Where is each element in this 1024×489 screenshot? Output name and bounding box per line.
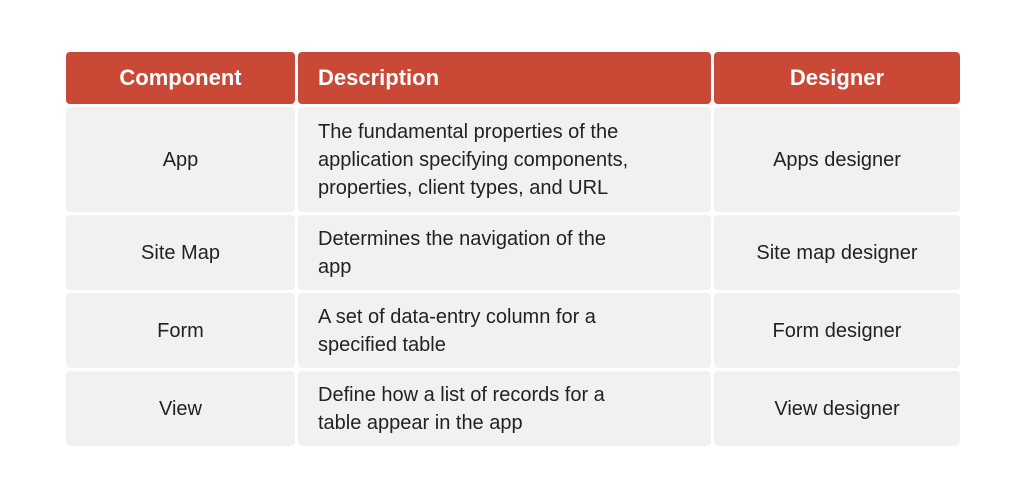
- row-form-designer: Form designer: [714, 293, 960, 368]
- row-app-designer: Apps designer: [714, 107, 960, 212]
- row-form-description: [298, 293, 711, 368]
- components-table: [66, 52, 960, 446]
- row-sitemap-component: Site Map: [66, 215, 295, 290]
- row-view-description: [298, 371, 711, 446]
- row-sitemap-description-text: Determines the navigation of the app: [318, 227, 606, 278]
- row-view-designer: View designer: [714, 371, 960, 446]
- row-sitemap-designer: Site map designer: [714, 215, 960, 290]
- header-component: Component: [66, 52, 295, 104]
- header-designer: Designer: [714, 52, 960, 104]
- row-form-description-text: A set of data-entry column for a specified table: [318, 305, 596, 356]
- row-view-description-text: Define how a list of records for a table appear in the app: [318, 383, 605, 434]
- row-app-component: App: [66, 107, 295, 212]
- row-app-description: [298, 107, 711, 212]
- row-sitemap-description: [298, 215, 711, 290]
- header-description: Description: [298, 52, 711, 104]
- row-form-component: Form: [66, 293, 295, 368]
- row-app-description-text: The fundamental properties of the application specifying components, properties, client types, and URL: [318, 120, 629, 199]
- row-view-component: View: [66, 371, 295, 446]
